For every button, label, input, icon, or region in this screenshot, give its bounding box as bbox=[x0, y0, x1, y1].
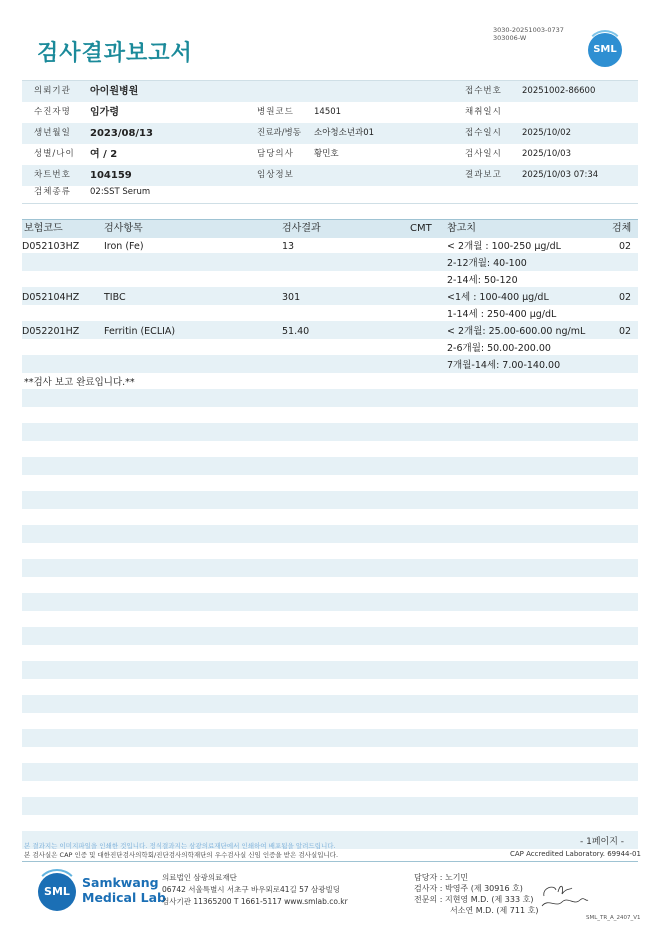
value-department: 소아청소년과01 bbox=[314, 128, 375, 138]
page-title: 검사결과보고서 bbox=[37, 41, 193, 66]
label-collection-date: 채취일시 bbox=[465, 107, 502, 117]
lab-street: 06742 서울특별시 서초구 바우뫼로41길 57 삼광빌딩 bbox=[162, 885, 341, 894]
value-hospital-code: 14501 bbox=[314, 107, 342, 117]
label-hospital-code: 병원코드 bbox=[257, 107, 294, 117]
row-band bbox=[22, 593, 638, 611]
label-chart-no: 차트번호 bbox=[34, 170, 71, 180]
value-receipt-no: 20251002-86600 bbox=[522, 86, 596, 96]
cell-ref: < 2개월: 25.00-600.00 ng/mL bbox=[447, 326, 586, 337]
row-band bbox=[22, 491, 638, 509]
row-band bbox=[22, 695, 638, 713]
cell-result: 301 bbox=[282, 292, 301, 303]
brand-name bbox=[82, 875, 166, 905]
form-code: SML_TR_A_2407_V1 bbox=[586, 915, 641, 921]
image-notice: 본 결과지는 이미지파일을 인쇄한 것입니다. 정식결과지는 삼광의료재단에서 인쇄하여 배포됨을 알려드립니다. bbox=[24, 842, 336, 850]
label-doctor: 담당의사 bbox=[257, 149, 294, 159]
cell-result: 51.40 bbox=[282, 326, 310, 337]
label-department: 진료과/병동 bbox=[257, 128, 301, 138]
info-row-4 bbox=[22, 144, 638, 165]
value-report-date: 2025/10/03 07:34 bbox=[522, 170, 599, 180]
label-receipt-date: 접수일시 bbox=[465, 128, 502, 138]
label-test-date: 검사일시 bbox=[465, 149, 502, 159]
value-specimen-type: 02:SST Serum bbox=[90, 187, 151, 197]
value-birth-date: 2023/08/13 bbox=[90, 128, 153, 139]
row-band bbox=[22, 457, 638, 475]
cell-ref: 2-12개월: 40-100 bbox=[447, 258, 527, 269]
info-row-6 bbox=[22, 182, 638, 203]
lab-contact: 검사기관 11365200 T 1661-5117 www.smlab.co.kr bbox=[162, 897, 348, 906]
brand-line-1: Samkwang bbox=[82, 875, 159, 890]
row-band bbox=[22, 423, 638, 441]
label-sex-age: 성별/나이 bbox=[34, 149, 75, 159]
cell-ref: 7개월-14세: 7.00-140.00 bbox=[447, 360, 561, 371]
label-patient-name: 수진자명 bbox=[34, 107, 71, 117]
signatories bbox=[414, 872, 538, 916]
header-item: 검사항목 bbox=[104, 223, 143, 234]
cell-item: Iron (Fe) bbox=[104, 241, 144, 252]
lab-name: 의료법인 삼광의료재단 bbox=[162, 873, 237, 882]
brand-line-2: Medical Lab bbox=[82, 890, 166, 905]
lab-address bbox=[162, 872, 348, 908]
value-chart-no: 104159 bbox=[90, 170, 132, 181]
row-band bbox=[22, 525, 638, 543]
info-row-2 bbox=[22, 102, 638, 123]
cell-ref: 2-6개월: 50.00-200.00 bbox=[447, 343, 551, 354]
header-specimen: 검체 bbox=[612, 223, 632, 234]
header-result: 검사결과 bbox=[282, 223, 321, 234]
row-band bbox=[22, 253, 638, 271]
cell-ref: <1세 : 100-400 μg/dL bbox=[447, 292, 549, 303]
cell-specimen: 02 bbox=[619, 326, 632, 337]
info-row-1 bbox=[22, 81, 638, 102]
doc-id bbox=[493, 26, 564, 42]
cell-code: D052104HZ bbox=[22, 292, 80, 303]
row-band bbox=[22, 559, 638, 577]
cell-ref: 2-14세: 50-120 bbox=[447, 275, 518, 286]
page-number: - 1페이지 - bbox=[580, 837, 625, 847]
cell-ref: < 2개월 : 100-250 μg/dL bbox=[447, 241, 561, 252]
label-clinical-info: 임상정보 bbox=[257, 170, 294, 180]
value-sex-age: 여 / 2 bbox=[90, 149, 118, 160]
report-complete-note: **검사 보고 완료입니다.** bbox=[24, 377, 135, 388]
doc-id-line-1: 3030-20251003-0737 bbox=[493, 26, 564, 34]
header-code: 보험코드 bbox=[24, 223, 63, 234]
label-specimen-type: 검체종류 bbox=[34, 187, 71, 197]
value-requesting-org: 아이원병원 bbox=[90, 86, 139, 97]
label-report-date: 결과보고 bbox=[465, 170, 502, 180]
value-patient-name: 임가령 bbox=[90, 107, 119, 118]
tester: 검사자 : 박영주 (제 30916 호) bbox=[414, 884, 523, 893]
cell-ref: 1-14세 : 250-400 μg/dL bbox=[447, 309, 557, 320]
signature bbox=[538, 878, 590, 910]
label-receipt-no: 접수번호 bbox=[465, 86, 502, 96]
specialist-2: 서소연 M.D. (제 711 호) bbox=[450, 906, 539, 915]
sml-logo: SML bbox=[38, 873, 76, 911]
label-requesting-org: 의뢰기관 bbox=[34, 86, 71, 96]
doc-id-line-2: 303006-W bbox=[493, 34, 527, 42]
row-band bbox=[22, 797, 638, 815]
row-band bbox=[22, 627, 638, 645]
header-ref: 참고치 bbox=[447, 223, 476, 234]
specialist-1: 전문의 : 지현영 M.D. (제 333 호) bbox=[414, 895, 534, 904]
header-cmt: CMT bbox=[410, 223, 432, 234]
divider bbox=[22, 861, 638, 862]
cell-code: D052103HZ bbox=[22, 241, 80, 252]
cell-item: TIBC bbox=[104, 292, 126, 303]
value-doctor: 황민호 bbox=[314, 149, 339, 159]
info-row-3 bbox=[22, 123, 638, 144]
cell-item: Ferritin (ECLIA) bbox=[104, 326, 176, 337]
divider bbox=[22, 203, 638, 204]
cell-result: 13 bbox=[282, 241, 295, 252]
accreditation-notice: 본 검사실은 CAP 인증 및 대한진단검사의학회/진단검사의학재단의 우수검사실 신임 인증을 받은 검사실입니다. bbox=[24, 851, 339, 859]
value-receipt-date: 2025/10/02 bbox=[522, 128, 571, 138]
label-birth-date: 생년월일 bbox=[34, 128, 71, 138]
cell-code: D052201HZ bbox=[22, 326, 80, 337]
row-band bbox=[22, 763, 638, 781]
row-band bbox=[22, 661, 638, 679]
cell-specimen: 02 bbox=[619, 241, 632, 252]
value-test-date: 2025/10/03 bbox=[522, 149, 571, 159]
cap-accreditation: CAP Accredited Laboratory. 69944-01 bbox=[510, 850, 641, 858]
results-header bbox=[22, 219, 638, 238]
row-band bbox=[22, 389, 638, 407]
sml-logo: SML bbox=[588, 33, 622, 67]
person-in-charge: 담당자 : 노기민 bbox=[414, 873, 469, 882]
cell-specimen: 02 bbox=[619, 292, 632, 303]
row-band bbox=[22, 729, 638, 747]
